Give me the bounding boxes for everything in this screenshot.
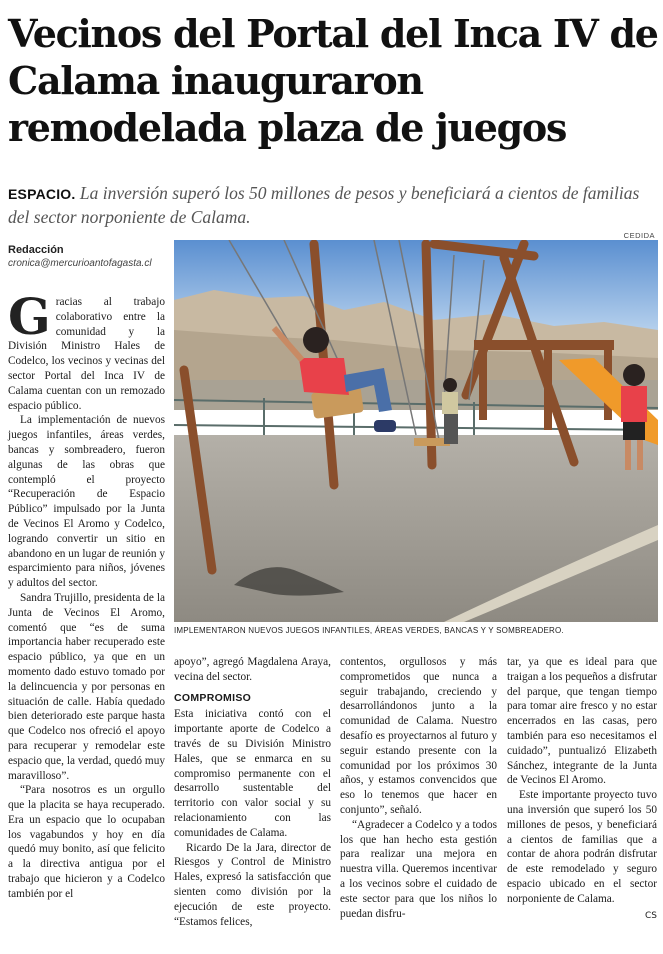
section-heading: COMPROMISO [174,691,252,704]
paragraph: Gracias al trabajo colaborativo entre la comunidad y la División Ministro Hales de Codelco, los vecinos y vecinas del sector Portal del Inca IV de Calama cuentan con un remozado espacio público. [8,287,165,412]
kicker: ESPACIO. [8,186,76,202]
child-small [442,378,458,444]
paragraph: apoyo”, agregó Magdalena Araya, vecina del sector. [174,656,331,683]
byline [8,244,152,269]
headline: Vecinos del Portal del Inca IV de Calama inauguraron remodelada plaza de juegos [8,11,658,150]
photo-caption: IMPLEMENTARON NUEVOS JUEGOS INFANTILES, ÁREAS VERDES, BANCAS Y Y SOMBREADERO. [174,626,564,635]
playground-photo [174,240,658,622]
drop-cap: G [8,287,51,346]
paragraph: “Para nosotros es un orgullo que la placita se haya recuperado. Era un espacio que lo ocupaban los vagabundos y hoy en día quedó muy bonito, así que felicito a la directiva antigua por el trabajo que hicieron y a Codelco también por el [8,784,165,900]
column-4 [507,655,657,923]
end-mark: CS [645,910,657,921]
paragraph: Este importante proyecto tuvo una inversión que superó los 50 millones de pesos, y beneficiará a cientos de familias que a contar de ahora podrán disfrutar de este remodelado y seguro espacio ubicado en el sector norponiente de Calama. [507,789,657,905]
paragraph: Esta iniciativa contó con el importante aporte de Codelco a través de su División Ministro Hales, que se enmarca en su compromiso permanente con el desarrollo sustentable del territorio con valor social y su relacionamiento con las comunidades de Calama. [174,708,331,839]
paragraph: “Agradecer a Codelco y a todos los que han hecho esta gestión para realizar una mejora en nuestra villa. Queremos incentivar a los vecinos sobre el cuidado de este sector para que los niños lo puedan disfru- [340,818,497,920]
subhead [8,182,658,229]
paragraph: contentos, orgullosos y más comprometidos que nunca a seguir trabajando, creciendo y desarrollándonos junto a la comunidad de Calama. Nuestro desafío es proyectarnos al futuro y seguir estando presente con la comunidad por los próximos 30 años, y estamos convencidos que eso lo tenemos que hacer en conjunto”, señaló. [340,656,497,816]
author: Redacción [8,244,64,256]
paragraph: Ricardo De la Jara, director de Riesgos y Control de Ministro Hales, expresó la satisfacción que sienten como división por la ejecución de este proyecto. “Estamos felices, [174,841,331,928]
subhead-text: La inversión superó los 50 millones de pesos y beneficiará a cientos de familias del sector norponiente de Calama. [8,183,640,227]
paragraph: La implementación de nuevos juegos infantiles, áreas verdes, bancas y sombreadero, fueron algunas de las obras que contempló el proyecto “Recuperación de Espacio Público” impulsado por la Junta de Vecinos El Aromo y Codelco, logrando convertir un sitio en abandono en un lugar de reunión y esparcimiento para niños, jóvenes y adultos del sector. [8,414,165,590]
paragraph: tar, ya que es ideal para que traigan a los pequeños a disfrutar del parque, que tengan tiempo para tomar aire fresco y no estar encerrados en las casas, pero también para eso necesitamos el cuidado”, puntualizó Elizabeth Sánchez, integrante de la Junta de Vecinos El Aromo. [507,656,657,787]
ground [174,435,658,622]
photo-credit: CEDIDA [623,231,655,240]
column-1 [8,287,165,902]
paragraph: Sandra Trujillo, presidenta de la Junta de Vecinos El Aromo, comentó que “es de suma importancia haber recuperado este espacio público, ya que en un momento dado estuvo tomado por la delincuencia y por personas en situación de calle. Había quedado bien deteriorado este parque hasta que Codelco nos ofreció el apoyo para recuperar y remodelar este espacio que, la verdad, quedó muy maravilloso”. [8,591,165,782]
column-3 [340,655,497,921]
author-email[interactable]: cronica@mercurioantofagasta.cl [8,258,152,269]
column-2 [174,655,331,929]
